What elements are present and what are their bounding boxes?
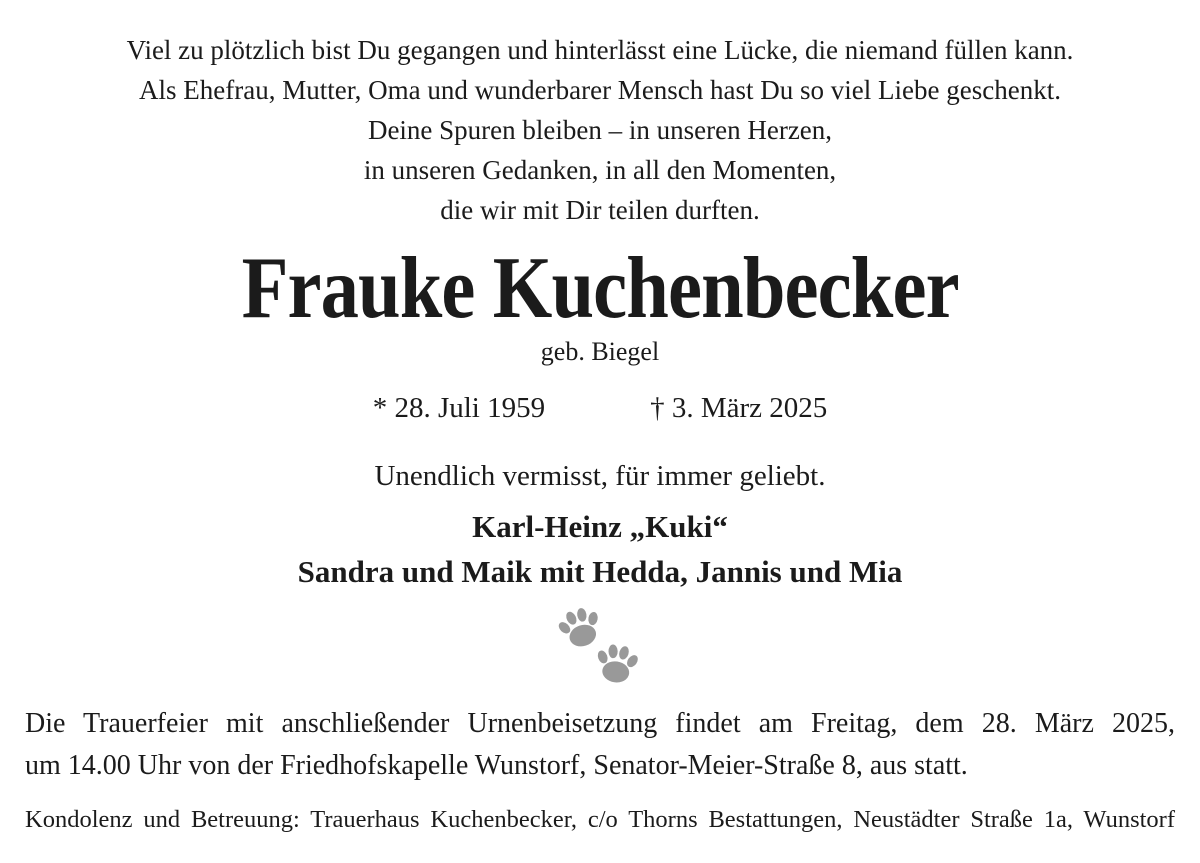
death-date: † 3. März 2025 xyxy=(650,392,828,424)
funeral-information xyxy=(0,703,1200,787)
verse-line: in unseren Gedanken, in all den Momenten, xyxy=(363,155,837,185)
maiden-name: geb. Biegel xyxy=(540,337,660,366)
verse-line: Viel zu plötzlich bist Du gegangen und hinterlässt eine Lücke, die niemand füllen kann. xyxy=(126,35,1074,65)
condolence-info: Kondolenz und Betreuung: Trauerhaus Kuchenbecker, c/o Thorns Bestattungen, Neustädter Straße 1a, Wunstorf xyxy=(25,806,1175,833)
verse-line: Deine Spuren bleiben – in unseren Herzen, xyxy=(367,115,833,145)
mourner-line: Sandra und Maik mit Hedda, Jannis und Mia xyxy=(297,554,903,589)
paw-prints-icon xyxy=(0,595,1200,691)
deceased-name-text: Frauke Kuchenbecker xyxy=(241,240,959,337)
memorial-verse xyxy=(0,0,1200,230)
verse-line: die wir mit Dir teilen durften. xyxy=(440,195,760,225)
mourner-line: Karl-Heinz „Kuki“ xyxy=(472,509,728,544)
birth-date: * 28. Juli 1959 xyxy=(372,392,546,424)
life-dates xyxy=(0,390,1200,426)
funeral-info-line-1: Die Trauerfeier mit anschließender Urnenbeisetzung findet am Freitag, dem 28. März 2025, xyxy=(25,708,1175,739)
verse-line: Als Ehefrau, Mutter, Oma und wunderbarer Mensch hast Du so viel Liebe geschenkt. xyxy=(139,75,1061,105)
funeral-info-line-2: um 14.00 Uhr von der Friedhofskapelle Wunstorf, Senator-Meier-Straße 8, aus statt. xyxy=(25,750,968,781)
deceased-name xyxy=(0,240,1200,337)
tribute-line: Unendlich vermisst, für immer geliebt. xyxy=(374,460,826,492)
